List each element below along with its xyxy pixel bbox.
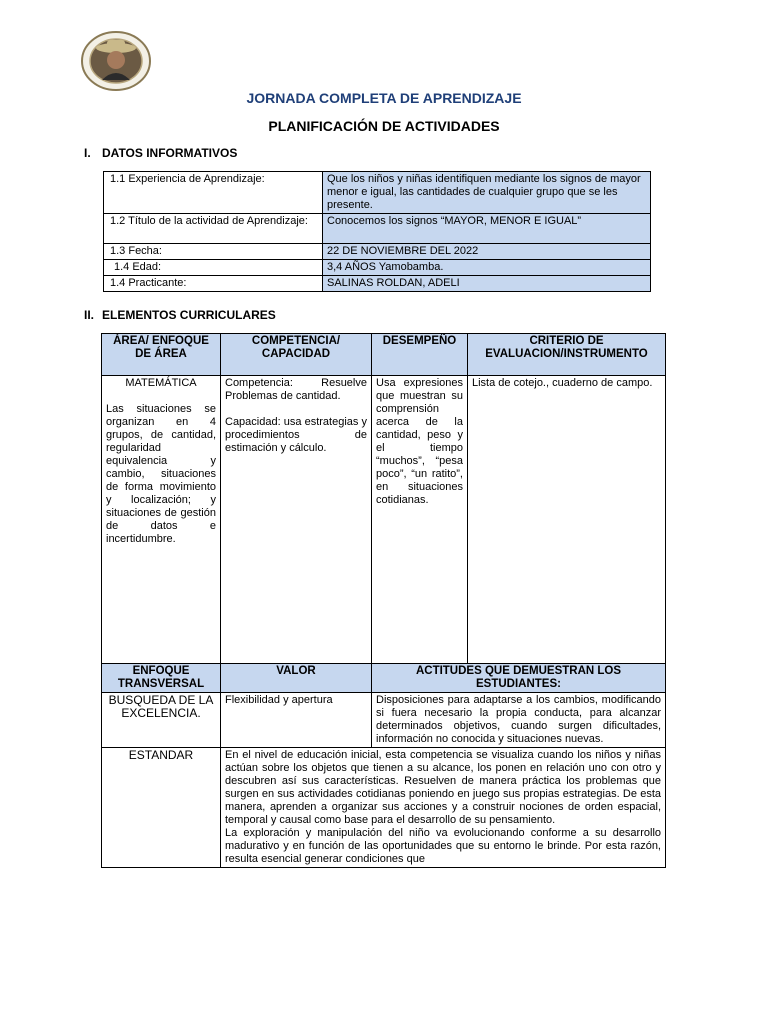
table-row bbox=[104, 276, 651, 292]
datos-label: 1.2 Título de la actividad de Aprendizaje: bbox=[104, 214, 323, 244]
school-logo-icon bbox=[80, 30, 152, 92]
section-heading-curriculares bbox=[84, 308, 276, 322]
datos-label: 1.1 Experiencia de Aprendizaje: bbox=[104, 172, 323, 214]
estandar-paragraph: La exploración y manipulación del niño va evolucionando conforme a su desarrollo madurativo y en función de las oportunidades que su entorno le brinde. Por esta razón, resulta esencial generar condiciones que bbox=[225, 827, 661, 865]
estandar-cell bbox=[221, 748, 666, 868]
section-number: I. bbox=[84, 146, 91, 160]
table-row bbox=[104, 260, 651, 276]
table-header-row bbox=[102, 334, 666, 376]
area-description: Las situaciones se organizan en 4 grupos, de cantidad, regularidad equivalencia y cambio, situaciones de forma movimiento y localización; y situaciones de gestión de datos e incertidumbre. bbox=[106, 403, 216, 545]
column-header: VALOR bbox=[221, 664, 372, 693]
section-title: DATOS INFORMATIVOS bbox=[102, 146, 238, 160]
datos-value: 22 DE NOVIEMBRE DEL 2022 bbox=[323, 244, 651, 260]
column-header: DESEMPEÑO bbox=[372, 334, 468, 376]
column-header: COMPETENCIA/ CAPACIDAD bbox=[221, 334, 372, 376]
datos-label: 1.3 Fecha: bbox=[104, 244, 323, 260]
column-header: CRITERIO DE EVALUACION/INSTRUMENTO bbox=[468, 334, 666, 376]
column-header: ACTITUDES QUE DEMUESTRAN LOS ESTUDIANTES: bbox=[372, 664, 666, 693]
datos-value: SALINAS ROLDAN, ADELI bbox=[323, 276, 651, 292]
section-number: II. bbox=[84, 308, 95, 322]
actitudes-cell: Disposiciones para adaptarse a los cambios, modificando si fuera necesario la propia conducta, para alcanzar determinados objetivos, cuando surgen dificultades, información no conocida y situaciones nuevas. bbox=[372, 693, 666, 748]
valor-cell: Flexibilidad y apertura bbox=[221, 693, 372, 748]
section-title: ELEMENTOS CURRICULARES bbox=[102, 308, 276, 322]
document-subtitle: PLANIFICACIÓN DE ACTIVIDADES bbox=[268, 118, 500, 134]
document-title: JORNADA COMPLETA DE APRENDIZAJE bbox=[246, 90, 522, 106]
table-row bbox=[102, 748, 666, 868]
enfoque-cell: BUSQUEDA DE LA EXCELENCIA. bbox=[102, 693, 221, 748]
table-row bbox=[104, 214, 651, 244]
table-header-row bbox=[102, 664, 666, 693]
datos-value: Que los niños y niñas identifiquen mediante los signos de mayor menor e igual, las cantidades de cualquier grupo que se les presente. bbox=[323, 172, 651, 214]
datos-label: 1.4 Edad: bbox=[104, 260, 323, 276]
estandar-label: ESTANDAR bbox=[102, 748, 221, 868]
curricular-table bbox=[101, 333, 666, 868]
column-header: ÁREA/ ENFOQUE DE ÁREA bbox=[102, 334, 221, 376]
competencia-text: Competencia: Resuelve Problemas de cantidad. bbox=[225, 377, 367, 402]
criterio-cell: Lista de cotejo., cuaderno de campo. bbox=[468, 376, 666, 664]
section-heading-datos bbox=[84, 146, 237, 160]
table-row bbox=[102, 376, 666, 664]
datos-value: Conocemos los signos “MAYOR, MENOR E IGUAL” bbox=[323, 214, 651, 244]
table-row bbox=[102, 693, 666, 748]
datos-informativos-table bbox=[103, 171, 651, 292]
table-row bbox=[104, 172, 651, 214]
area-cell bbox=[102, 376, 221, 664]
estandar-paragraph: En el nivel de educación inicial, esta competencia se visualiza cuando los niños y niñas actúan sobre los objetos que tienen a su alcance, los ponen en relación uno con otro y descubren así sus características. Resuelven de manera práctica los problemas que surgen en sus actividades cotidianas poniendo en juego sus propias estrategias. De esta manera, aprenden a organizar sus acciones y a construir nociones de orden espacial, temporal y causal como base para el desarrollo de su pensamiento. bbox=[225, 749, 661, 826]
column-header: ENFOQUE TRANSVERSAL bbox=[102, 664, 221, 693]
competencia-cell bbox=[221, 376, 372, 664]
table-row bbox=[104, 244, 651, 260]
datos-label: 1.4 Practicante: bbox=[104, 276, 323, 292]
datos-value: 3,4 AÑOS Yamobamba. bbox=[323, 260, 651, 276]
area-name: MATEMÁTICA bbox=[125, 377, 197, 389]
desempeno-cell: Usa expresiones que muestran su comprensión acerca de la cantidad, peso y el tiempo “muchos”, “pesa poco”, “un ratito”, en situaciones cotidianas. bbox=[372, 376, 468, 664]
capacidad-text: Capacidad: usa estrategias y procedimientos de estimación y cálculo. bbox=[225, 416, 367, 454]
